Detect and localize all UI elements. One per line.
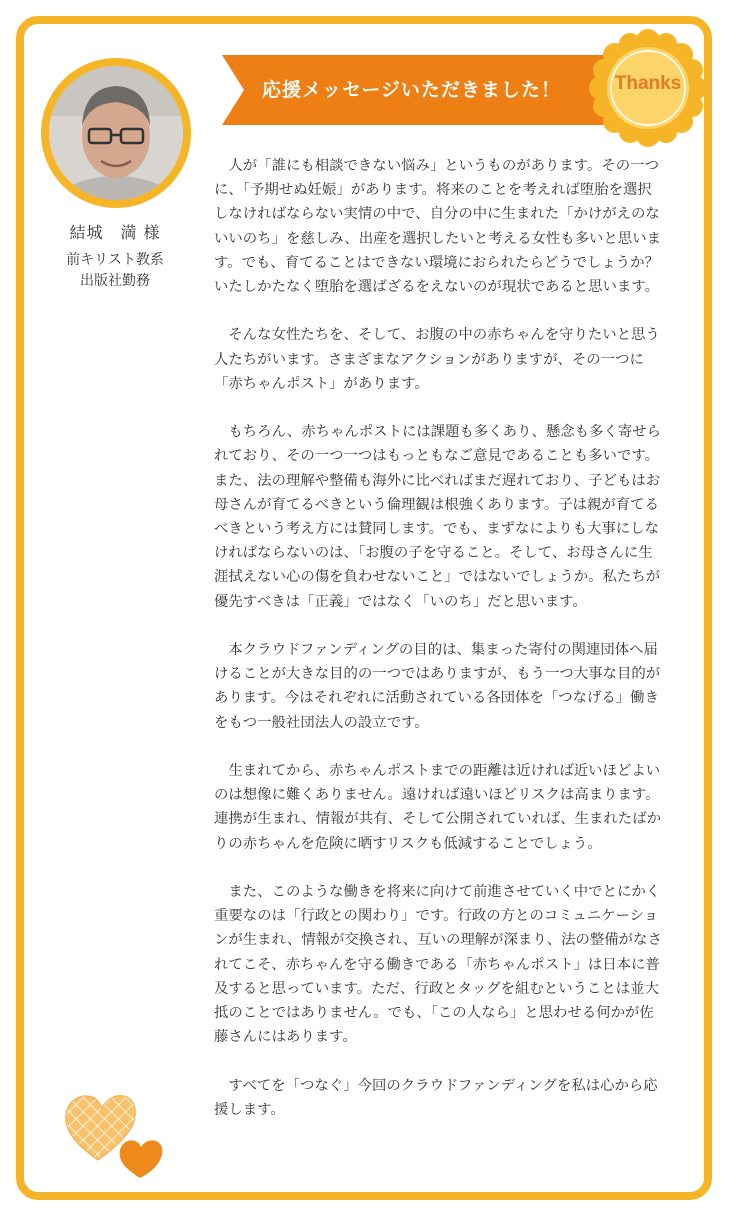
message-paragraph: 生まれてから、赤ちゃんポストまでの距離は近ければ近いほどよいのは想像に難くありません。遠ければ遠いほどリスクは高まります。連携が生まれ、情報が共有、そして公開されていれば、生まれたばかりの赤ちゃんを危険に晒すリスクも低減することでしょう。 [214, 763, 661, 852]
message-body [214, 154, 664, 1146]
message-paragraph: 本クラウドファンディングの目的は、集まった寄付の関連団体へ届けることが大きな目的の一つではありますが、もう一つ大事な目的があります。今はそれぞれに活動されている各団体を「つなげる」働きをもつ一般社団法人の設立です。 [214, 642, 661, 731]
person-photo [49, 66, 183, 200]
hearts-decoration [62, 1090, 166, 1180]
hearts-icon [62, 1090, 166, 1180]
header-ribbon [222, 55, 622, 125]
person-name: 結城 満 様 [69, 223, 161, 242]
ribbon-title: 応援メッセージいただきました！ [262, 79, 561, 101]
message-paragraph: また、このような働きを将来に向けて前進させていく中でとにかく重要なのは「行政との関わり」です。行政の方とのコミュニケーションが生まれ、情報が交換され、互いの理解が深まり、法の整備がなされてこそ、赤ちゃんを守る働きである「赤ちゃんポスト」は日本に普及すると思っています。ただ、行政とタッグを組むということは並大抵のことではありません。でも、「この人なら」と思わせる何かが佐藤さんにはあります。 [214, 884, 662, 1046]
thanks-badge [588, 28, 708, 148]
message-paragraph: 人が「誰にも相談できない悩み」というものがあります。その一つに、「予期せぬ妊娠」があります。将来のことを考えれば堕胎を選択しなければならない実情の中で、自分の中に生まれた「かけがえのないいのち」を慈しみ、出産を選択したいと考える女性も多いと思います。でも、育てることはできない環境におられたらどうでしょうか？いたしかたなく堕胎を選ばざるをえないのが現状であると思います。 [214, 158, 661, 296]
badge-label: Thanks [614, 73, 682, 94]
person-title-line2: 出版社勤務 [80, 273, 150, 289]
message-paragraph: そんな女性たちを、そして、お腹の中の赤ちゃんを守りたいと思う人たちがいます。さまざまなアクションがありますが、その一つに「赤ちゃんポスト」があります。 [214, 327, 660, 392]
message-paragraph: すべてを「つなぐ」今回のクラウドファンディングを私は心から応援します。 [214, 1077, 658, 1118]
person-title [40, 250, 190, 292]
message-paragraph: もちろん、赤ちゃんポストには課題も多くあり、懸念も多く寄せられており、その一つ一つはもっともなご意見であることも多いです。また、法の理解や整備も海外に比べればまだ遅れており、子どもはお母さんが育てるべきという倫理観は根強くあります。子は親が育てるべきという考え方には賛同します。でも、まずなによりも大事にしなければならないのは、「お腹の子を守ること。そして、お母さんに生涯拭えない心の傷を負わせないこと」ではないでしょうか。私たちが優先すべきは「正義」ではなく「いのち」だと思います。 [214, 424, 661, 610]
avatar [41, 58, 191, 208]
person-title-line1: 前キリスト教系 [66, 252, 164, 268]
